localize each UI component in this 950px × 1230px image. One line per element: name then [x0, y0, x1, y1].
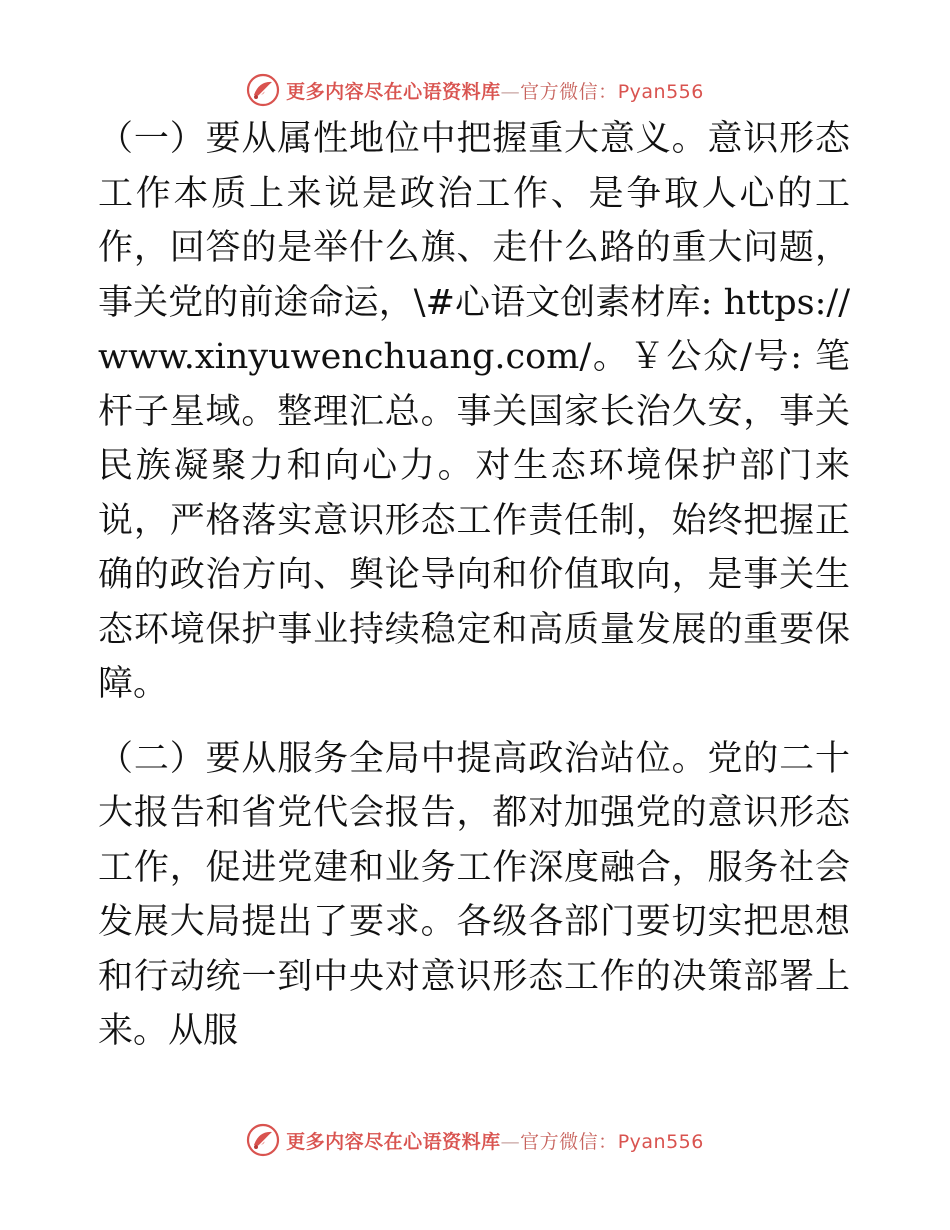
watermark-text: [286, 1127, 704, 1154]
paragraph-1: （一）要从属性地位中把握重大意义。意识形态工作本质上来说是政治工作、是争取人心的工作，回答的是举什么旗、走什么路的重大问题，事关党的前途命运，\#心语文创素材库: https://www.xinyuwenchuang.com/。￥公众/号: 笔杆子星域。整理汇总。事关国家长治久安，事关民族凝聚力和向心力。对生态环境保护部门来说，严格落实意识形态工作责任制，始终把握正确的政治方向、舆论导向和价值取向，是事关生态环境保护事业持续稳定和高质量发展的重要保障。: [98, 119, 850, 704]
header-watermark: [0, 70, 950, 110]
watermark-text: [286, 77, 704, 104]
paragraph-2: （二）要从服务全局中提高政治站位。党的二十大报告和省党代会报告，都对加强党的意识形态工作，促进党建和业务工作深度融合，服务社会发展大局提出了要求。各级各部门要切实把思想和行动统一到中央对意识形态工作的决策部署上来。从服: [98, 738, 850, 1051]
watermark-group: [246, 73, 704, 107]
watermark-official-label: 官方微信：: [520, 80, 618, 103]
brand-logo-icon: [246, 1123, 280, 1157]
brand-logo-icon: [246, 73, 280, 107]
watermark-separator: —: [500, 1130, 521, 1153]
watermark-brand: 更多内容尽在心语资料库: [286, 80, 501, 103]
watermark-brand: 更多内容尽在心语资料库: [286, 1130, 501, 1153]
watermark-wechat-id: Pyan556: [617, 80, 704, 103]
watermark-separator: —: [500, 80, 521, 103]
footer-watermark: [0, 1120, 950, 1160]
body-text: [98, 112, 850, 1059]
watermark-wechat-id: Pyan556: [617, 1130, 704, 1153]
watermark-official-label: 官方微信：: [520, 1130, 618, 1153]
watermark-group: [246, 1123, 704, 1157]
